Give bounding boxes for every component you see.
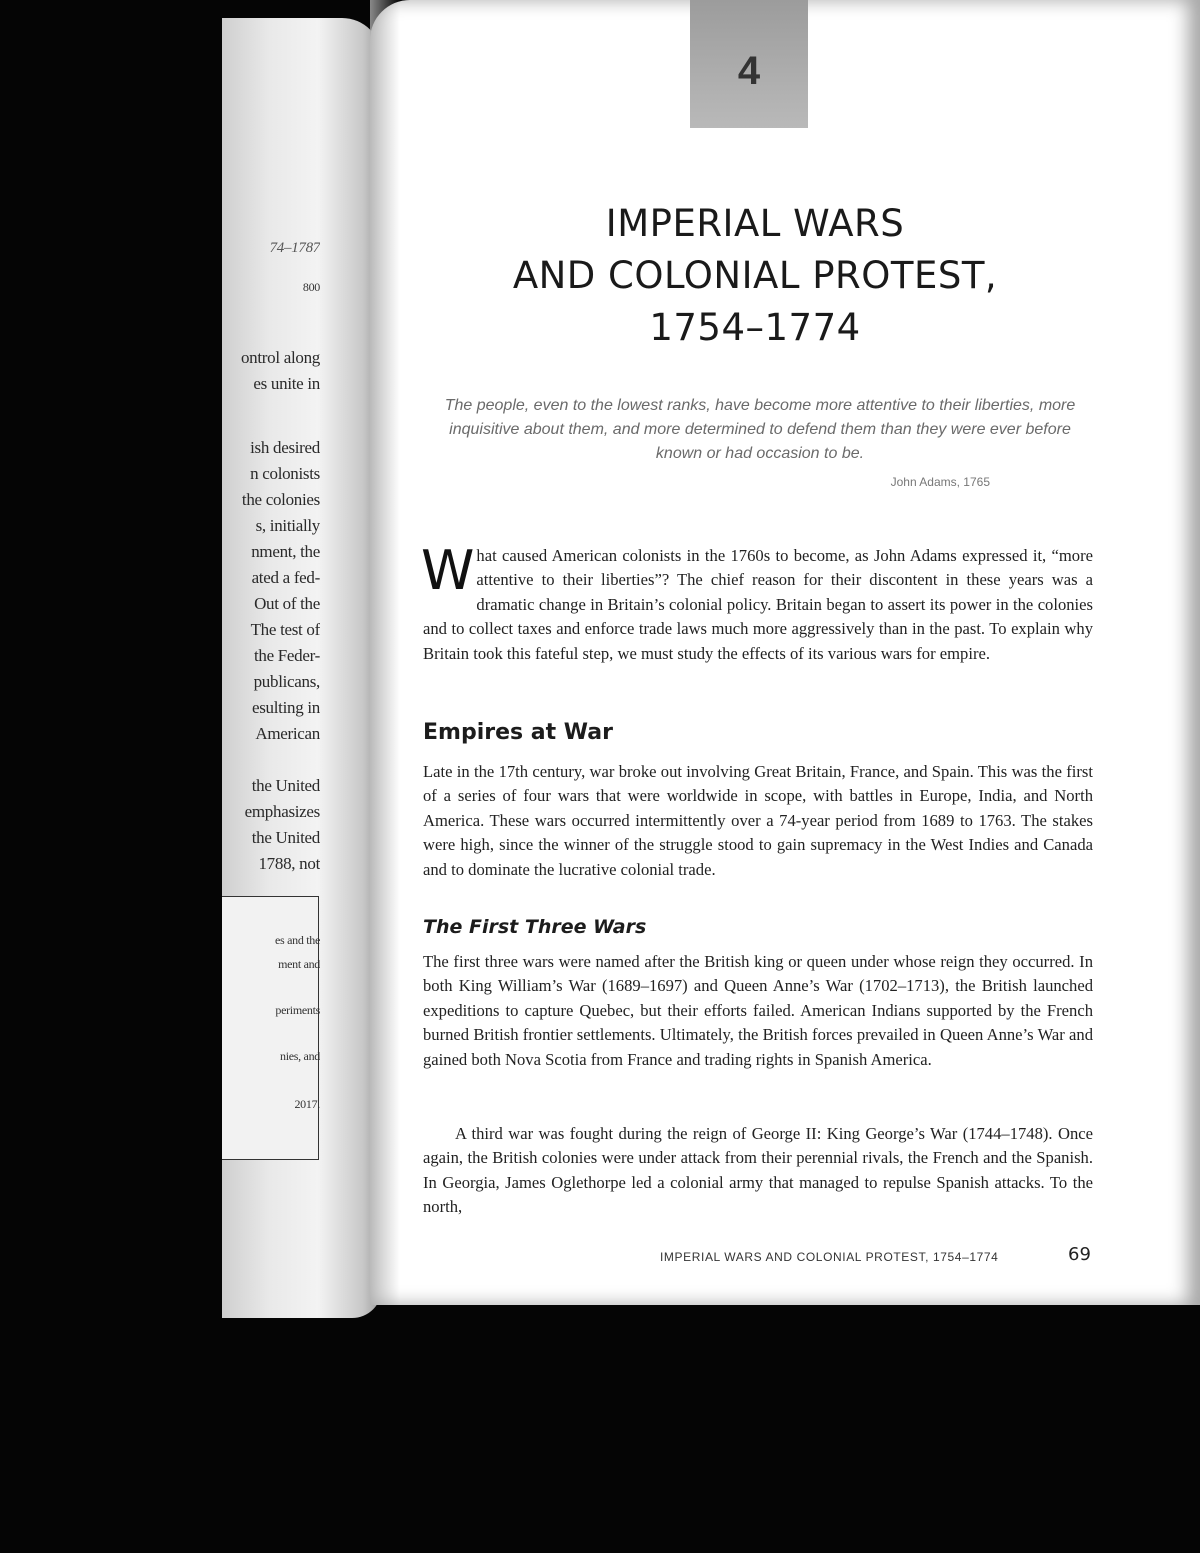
left-page-line: n colonists [250, 464, 320, 483]
left-box-line: 2017. [294, 1097, 320, 1111]
left-page-line: ontrol along [240, 348, 320, 367]
chapter-number: 4 [737, 48, 761, 93]
left-page-line: publicans, [253, 672, 320, 691]
epigraph-attribution: John Adams, 1765 [890, 475, 990, 489]
left-page-line: the United [251, 828, 320, 847]
left-box-line: nies, and [280, 1049, 320, 1063]
section-heading: Empires at War [423, 720, 613, 745]
left-page-line: The test of [250, 620, 320, 639]
subsection-heading: The First Three Wars [423, 916, 647, 938]
chapter-number-tab [690, 0, 808, 128]
intro-paragraph [421, 539, 1093, 666]
running-footer: IMPERIAL WARS AND COLONIAL PROTEST, 1754–1774 [660, 1250, 999, 1264]
left-page-line: s, initially [255, 516, 320, 535]
chapter-title-line: IMPERIAL WARS [605, 202, 905, 245]
left-page-line: 800 [302, 280, 320, 294]
section-paragraph: Late in the 17th century, war broke out involving Great Britain, France, and Spain. This was the first of a series of four wars that were worldwide in scope, with battles in Europe, India, and North America. These wars occurred intermittently over a 74-year period from 1689 to 1763. The stakes were high, since the winner of the struggle stood to gain supremacy in the West Indies and Canada and to dominate the lucrative colonial trade. [423, 762, 1093, 879]
drop-cap: W [421, 539, 475, 602]
page-number: 69 [1068, 1244, 1091, 1265]
left-page-line: nment, the [251, 542, 320, 561]
subsection-paragraph-1: The first three wars were named after the British king or queen under whose reign they occurred. In both King William’s War (1689–1697) and Queen Anne’s War (1702–1713), the British launched expeditions to capture Quebec, but their efforts failed. American Indians supported by the French burned British frontier settlements. Ultimately, the British forces prevailed in Queen Anne’s War and gained both Nova Scotia from France and trading rights in Spanish America. [423, 952, 1093, 1069]
right-page [370, 0, 1200, 1305]
left-page-line: the United [251, 776, 320, 795]
left-page-line: 1788, not [258, 854, 320, 873]
left-page [222, 18, 382, 1318]
chapter-title-line: 1754–1774 [649, 306, 861, 349]
left-box-line: ment and [278, 957, 320, 971]
left-page-line: esulting in [251, 698, 320, 717]
left-page-line: American [255, 724, 320, 743]
subsection-paragraph-2: A third war was fought during the reign of George II: King George’s War (1744–1748). Once again, the British colonies were under attack from their perennial rivals, the French and the Spanish. In Georgia, James Oglethorpe led a colonial army that managed to repulse Spanish attacks. To the north, [423, 1124, 1093, 1217]
left-page-line: 74–1787 [269, 240, 320, 256]
left-page-line: the colonies [241, 490, 320, 509]
left-page-line: Out of the [254, 594, 320, 613]
epigraph-quote: The people, even to the lowest ranks, have become more attentive to their liberties, more inquisitive about them, and more determined to defend them than they were ever before known or had occasion to be. [444, 397, 1076, 462]
left-page-sidebar-box [222, 896, 319, 1160]
left-page-line: ated a fed- [251, 568, 320, 587]
chapter-title-line: AND COLONIAL PROTEST, [512, 254, 998, 297]
intro-text: hat caused American colonists in the 1760s to become, as John Adams expressed it, “more attentive to their liberties”? The chief reason for their discontent in these years was a dramatic change in Britain’s colonial policy. Britain began to assert its power in the colonies and to collect taxes and enforce trade laws much more aggressively than in the past. To explain why Britain took this fateful step, we must study the effects of its various wars for empire. [423, 546, 1093, 663]
chapter-title [460, 198, 1050, 354]
left-page-line: ish desired [250, 438, 320, 457]
left-page-line: the Feder- [253, 646, 320, 665]
left-page-line: es unite in [253, 374, 320, 393]
left-page-line: emphasizes [244, 802, 320, 821]
left-box-line: es and the [275, 933, 320, 947]
left-box-line: periments [275, 1003, 320, 1017]
